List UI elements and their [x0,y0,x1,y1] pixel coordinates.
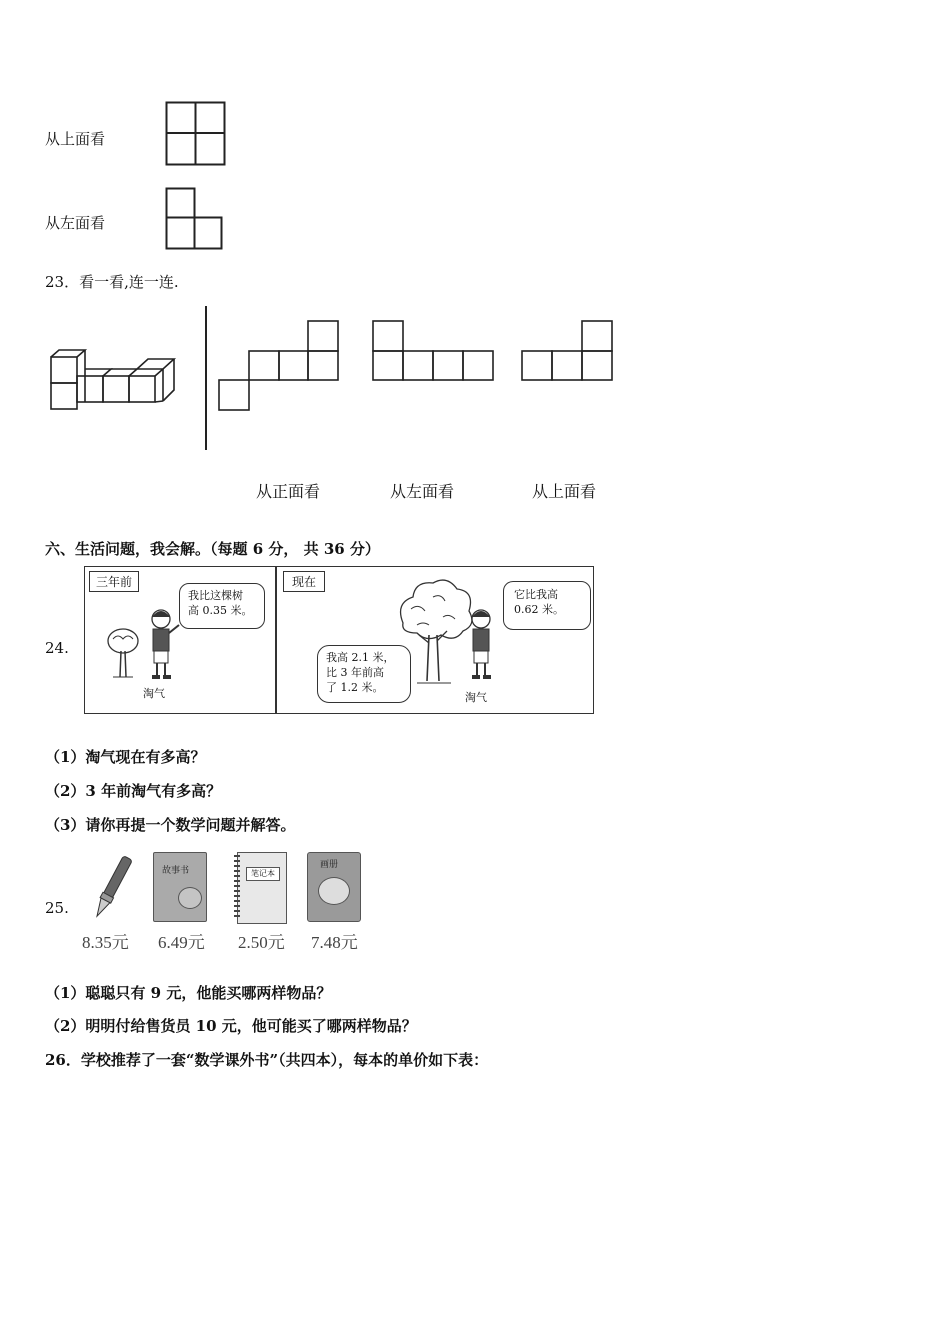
notebook-icon [237,852,287,924]
top-view-label: 从上面看 [45,130,106,148]
notebook-label: 笔记本 [246,867,280,881]
cube-arrangement-figure [48,346,184,414]
q25-question-1: （1）聪聪只有 9 元，他能买哪两样物品？ [45,984,332,1002]
bubble-line: 0.62 米。 [514,603,564,616]
story-book-icon [153,852,207,922]
panel-right-tag: 现在 [283,571,325,592]
bubble-line: 比 3 年前高 [326,666,384,679]
view-shape-a [218,320,340,412]
panel-right-name: 淘气 [465,691,487,704]
q24-number: 24. [45,639,69,657]
boy-taoqi-icon [145,607,181,681]
panel-right-bottom-bubble [317,645,411,703]
left-view-figure [165,187,225,251]
left-view-label: 从左面看 [45,214,106,232]
q23-title: 23．看一看,连一连. [45,273,179,291]
notebook-price: 2.50元 [238,933,285,952]
pen-price: 8.35元 [82,933,129,952]
notebook-spiral [234,855,240,919]
top-view-figure [165,101,227,167]
bear-icon [318,877,350,905]
view-shape-b [372,320,496,382]
q24-question-3: （3）请你再提一个数学问题并解答。 [45,816,296,834]
q24-question-2: （2）3 年前淘气有多高？ [45,782,222,800]
q25-question-2: （2）明明付给售货员 10 元，他可能买了哪两样物品？ [45,1017,417,1035]
picture-book-price: 7.48元 [311,933,358,952]
picture-book-icon [307,852,361,922]
section6-heading: 六、生活问题，我会解。（每题 6 分， 共 36 分） [45,540,380,558]
q24-comic [84,566,594,714]
bubble-line: 了 1.2 米。 [326,681,384,694]
q25-number: 25. [45,899,69,917]
bubble-line: 我比这棵树 [188,589,243,602]
panel-left-tag: 三年前 [89,571,139,592]
panel-left-bubble [179,583,265,629]
q26-text: 26．学校推荐了一套“数学课外书”（共四本），每本的单价如下表： [45,1051,489,1069]
bubble-line: 它比我高 [514,588,558,601]
picture-book-label: 画册 [320,860,339,870]
q24-question-1: （1）淘气现在有多高？ [45,748,206,766]
divider-line [204,306,208,451]
bubble-line: 高 0.35 米。 [188,604,253,617]
small-tree-icon [103,627,143,679]
boy-taoqi-icon [465,607,497,681]
story-book-label: 故事书 [162,866,190,876]
comic-divider [275,567,277,713]
panel-right-top-bubble [503,581,591,630]
label-top-view: 从上面看 [532,482,597,501]
label-left-view: 从左面看 [390,482,455,501]
label-front-view: 从正面看 [256,482,321,501]
story-book-art [178,887,202,909]
story-book-price: 6.49元 [158,933,205,952]
view-shape-c [521,320,615,382]
panel-left-name: 淘气 [143,687,165,700]
pen-icon [88,852,136,924]
bubble-line: 我高 2.1 米， [326,651,395,664]
